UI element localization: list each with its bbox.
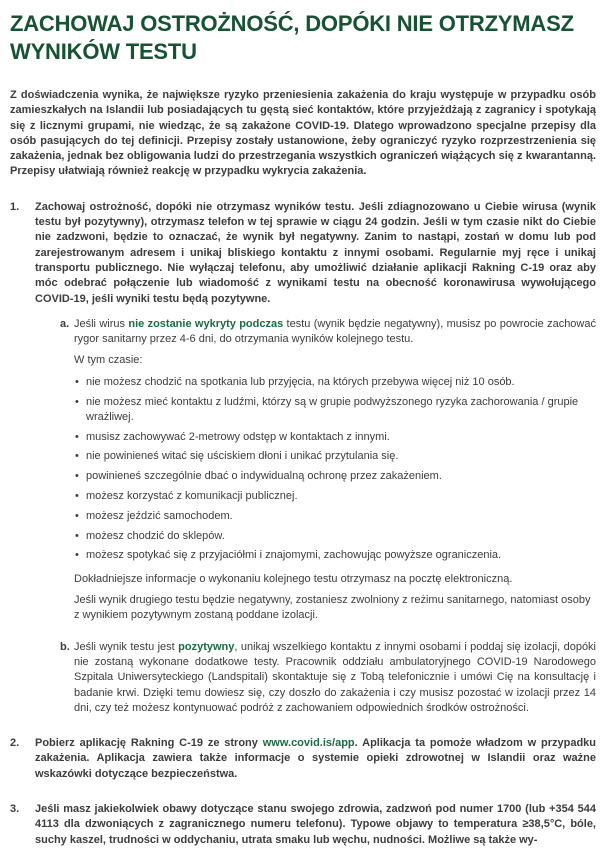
numbered-item-2 [10,736,596,788]
item-3-text: Jeśli masz jakiekolwiek obawy dotyczące stanu swojego zdrowia, zadzwoń pod numer 1700 (lub +354 544 4113 dla dzwoniących z zagranicznego numeru telefonu). Typowe objawy to temperatura ≥38,5°C, bóle, suchy kaszel, trudności w oddychaniu, utrata smaku lub węchu, nudności. Możliwe są także wy- [35,802,596,846]
emphasis-text: nie zostanie wykryty podczas [128,317,284,330]
intro-paragraph: Z doświadczenia wynika, że największe ryzyko przeniesienia zakażenia do kraju występuje w przypadku osób zamieszkałych na Islandii lub posiadających tu gęstą sieć kontaktów, które przyjeżdżają z zagranicy i spotykają się z licznymi grupami, nie wiedząc, że są zakażone COVID-19. Dlatego wprowadzono specjalne przepisy dla osób pasujących do tej definicji. Przepisy zostały ustanowione, żeby ograniczyć ryzyko rozprzestrzenienia się zakażenia, jednak bez obligowania ludzi do przestrzegania wszystkich ograniczeń wiążących się z kwarantanną. Przepisy ułatwiają również reakcję w przypadku wykrycia zakażenia. [10,89,596,178]
item-1-number: 1. [10,200,20,213]
list-item: • powinieneś szczególnie dbać o indywidualną ochronę przez zakażeniem. [74,469,596,484]
lettered-item-a [35,317,596,630]
restrictions-list [74,375,596,564]
during-label: W tym czasie: [74,354,143,367]
list-item: • nie możesz mieć kontaktu z ludźmi, którzy są w grupie podwyższonego ryzyka zachorowania / grupie wrażliwej. [74,395,596,426]
item-2-text [35,736,596,782]
list-item: • możesz korzystać z komunikacji publicznej. [74,489,596,504]
list-item: • możesz jeździć samochodem. [74,509,596,524]
covid-app-link[interactable]: www.covid.is/app [262,737,355,750]
text-segment: . Aplikacja ta pomoże władzom w przypadku zakażenia. Aplikacja zawiera także informacje o systemie opieki zdrowotnej w Islandii oraz ważne wskazówki dotyczące bezpieczeństwa. [35,737,597,780]
text-segment: Jeśli wirus [74,317,129,330]
text-segment: Pobierz aplikację Rakning C-19 ze strony [35,737,263,750]
numbered-item-3 [10,802,596,848]
sub-item-b-text [74,640,596,716]
list-item: • możesz chodzić do sklepów. [74,529,596,544]
text-segment: , unikaj wszelkiego kontaktu z innymi osobami i poddaj się izolacji, dopóki nie zostaną wykonane dodatkowe testy. Pracownik oddziału ambulatoryjnego COVID-19 Narodowego Szpitala Uniwersyteckiego (Landspitali) skontaktuje się z Tobą telefonicznie i umówi Cię na konsultację i badanie krwi. Dzięki temu dowiesz się, czy doszło do zakażenia i czy musisz pozostać w izolacji przez 14 dni, czy też możesz kontynuować podróż z zachowaniem odpowiednich środków ostrożności. [74,640,596,714]
text-segment: Jeśli wynik testu jest [74,640,179,653]
emphasis-text: pozytywny [178,640,235,653]
item-2-number: 2. [10,737,20,750]
note-email: Dokładniejsze informacje o wykonaniu kolejnego testu otrzymasz na pocztę elektroniczną. [74,572,513,585]
text-segment: testu (wynik będzie negatywny), musisz po powrocie zachować rygor sanitarny przez 4-6 dni, do otrzymania wyników kolejnego testu. [74,317,596,346]
sub-item-a-lead [74,317,596,348]
list-item: • musisz zachowywać 2-metrowy odstęp w kontaktach z innymi. [74,430,596,445]
list-item: • nie możesz chodzić na spotkania lub przyjęcia, na których przebywa więcej niż 10 osób. [74,375,596,390]
sub-item-a-letter: a. [60,317,70,330]
sub-item-b-letter: b. [60,640,70,653]
list-item: • możesz spotykać się z przyjaciółmi i znajomymi, zachowując powyższe ograniczenia. [74,548,596,563]
item-1-text: Zachowaj ostrożność, dopóki nie otrzymasz wyników testu. Jeśli zdiagnozowano u Ciebie wirusa (wynik testu był pozytywny), otrzymasz telefon w tej sprawie w ciągu 24 godzin. Jeśli w tym czasie nikt do Ciebie nie zadzwoni, będzie to oznaczać, że wynik był negatywny. Zanim to nastąpi, zostań w domu lub pod zarejestrowanym adresem i unikaj bliskiego kontaktu z innymi osobami. Regularnie myj ręce i unikaj transportu publicznego. Nie wyłączaj telefonu, aby umożliwić działanie aplikacji Rakning C-19 oraz aby móc odebrać połączenie lub wiadomość z wynikami testu na obecność koronawirusa wywołującego COVID-19, jeśli wyniki testu będą pozytywne. [35,200,596,305]
note-second-test: Jeśli wynik drugiego testu będzie negatywny, zostaniesz zwolniony z reżimu sanitarnego, natomiast osoby z wynikiem pozytywnym zostaną poddane izolacji. [74,594,591,622]
numbered-item-1 [10,200,596,722]
page-title: ZACHOWAJ OSTROŻNOŚĆ, DOPÓKI NIE OTRZYMASZ WYNIKÓW TESTU [10,11,574,64]
lettered-item-b [35,640,596,722]
list-item: • nie powinieneś witać się uściskiem dłoni i unikać przytulania się. [74,449,596,464]
item-3-number: 3. [10,802,20,815]
